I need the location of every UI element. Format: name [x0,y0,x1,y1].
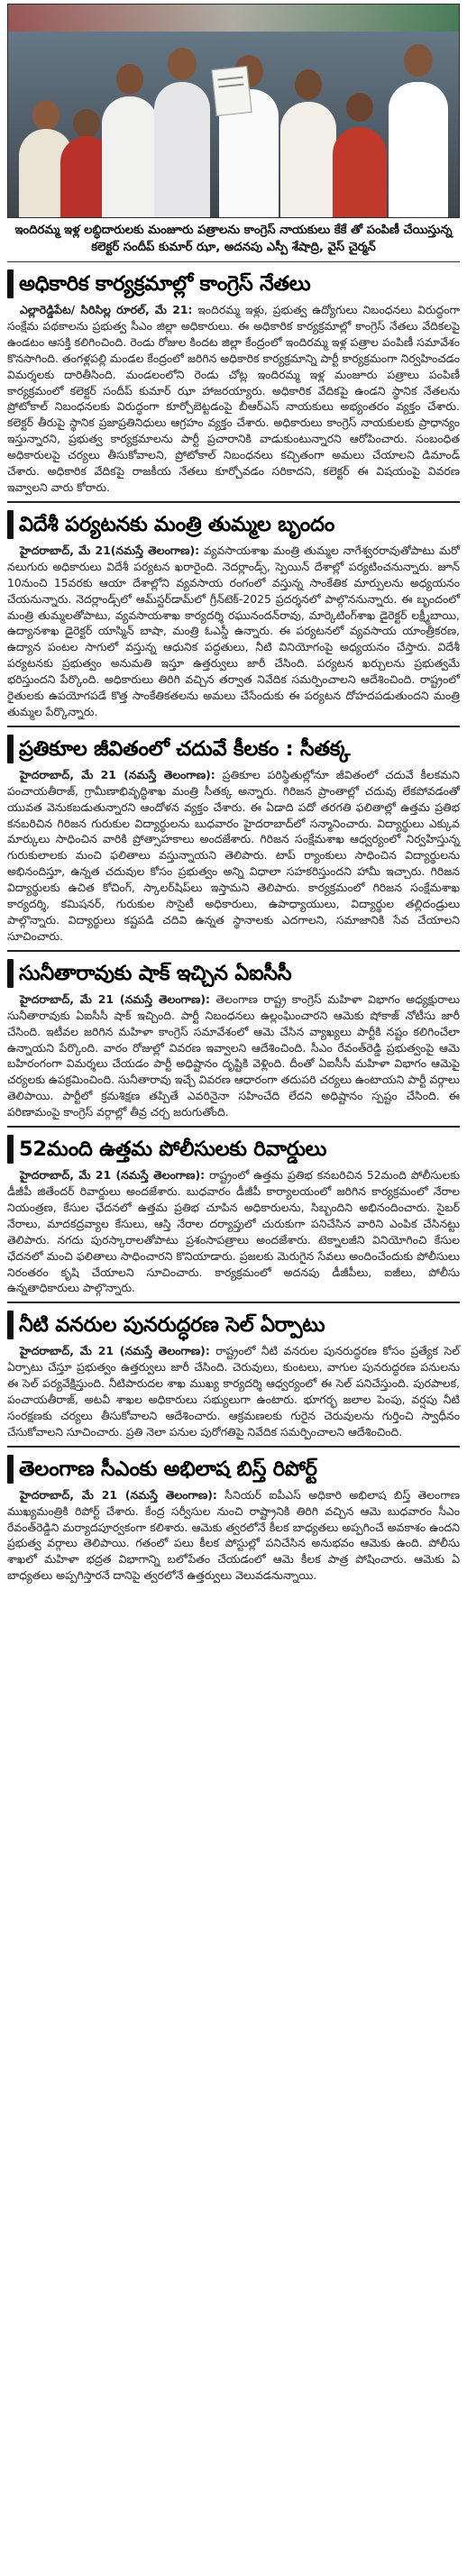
article [7,727,460,952]
headline-text: తెలంగాణ సీఎంకు అభిలాష బిస్త్ రిపోర్ట్ [19,1457,317,1481]
article-body [7,1487,460,1584]
photo-person [100,55,160,217]
article-dateline: హైదరాబాద్, మే 21 (నమస్తే తెలంగాణ): [20,1487,217,1502]
article-body [7,991,460,1120]
article-text: వ్యవసాయశాఖ మంత్రి తుమ్మల నాగేశ్వరరావుతోపాటు మరో నలుగురు అధికారులు విదేశీ పర్యటన ఖరారైంది. నెదర్లాండ్స్, స్పెయిన్ దేశాల్లో పర్యటించనున్నారు. జూన్ 10నుంచి 15వరకు ఆయా దేశాల్లోని వ్యవసాయ రంగంలో వస్తున్న సాంకేతిక మార్పులను అధ్యయనం చేయనున్నారు. నెదర్లాండ్స్‌లో ఆమ్‌స్టర్‌డామ్‌లో గ్రీన్‌టెక్-2025 ప్రదర్శనలో పాల్గొననున్నారు. ఈ బృందంలో మంత్రి తుమ్మలతోపాటు, వ్యవసాయశాఖ కార్యదర్శి రఘునందన్‌రావు, మార్కెటింగ్‌శాఖ డైరెక్టర్ లక్ష్మీబాయి, ఉద్యానశాఖ డైరెక్టర్ యాస్మిన్ బాషా, మంత్రి ఓఎస్డీ ఉన్నారు. ఈ పర్యటనలో వ్యవసాయ యాంత్రీకరణ, ఉద్యాన పంటల సాగులో వస్తున్న ఆధునిక పద్ధతులు, నీటి వినియోగంపై అధ్యయనం చేస్తారు. విదేశీ పర్యటనకు ప్రభుత్వం అనుమతి ఇస్తూ ఉత్తర్వులు జారీ చేసింది. పర్యటన ఖర్చులను ప్రభుత్వమే భరిస్తుందని పేర్కొంది. అధికారులు తిరిగి వచ్చిన తర్వాత నివేదిక సమర్పించాలని ఆదేశించింది. రాష్ట్రంలో రైతులకు ఉపయోగపడే కొత్త సాంకేతికతలను అమలు చేసేందుకు ఈ పర్యటన దోహదపడుతుందని మంత్రి తుమ్మల పేర్కొన్నారు. [7,543,461,718]
article [7,1128,460,1303]
article-dateline: ఎల్లారెడ్డిపేట/ సిరిసిల్ల రూరల్, మే 21: [20,303,193,316]
article-headline [7,735,460,763]
article [7,1448,460,1589]
article-headline [7,269,460,298]
article-headline [7,510,460,539]
photo-person [152,41,212,217]
article-text: సీనియర్ ఐపీఎస్ అధికారి అభిలాష బిస్త్ తెలంగాణ ముఖ్యమంత్రికి రిపోర్ట్ చేశారు. కేంద్ర సర్వీసుల నుంచి రాష్ట్రానికి తిరిగి వచ్చిన ఆమె బుధవారం సీఎం రేవంత్‌రెడ్డిని మర్యాదపూర్వకంగా కలిశారు. ఆమెకు త్వరలోనే కీలక బాధ్యతలు అప్పగించే అవకాశం ఉందని ప్రభుత్వ వర్గాలు తెలిపాయి. గతంలో పలు కీలక పోస్టుల్లో పనిచేసిన అనుభవం ఆమెకు ఉంది. పోలీసు శాఖలో మహిళా భద్రత విభాగాన్ని బలోపేతం చేయడంలో ఆమె కీలక పాత్ర పోషించారు. ఆమెకు ఏ బాధ్యతలు అప్పగిస్తారనే దానిపై త్వరలోనే ఉత్తర్వులు వెలువడనున్నాయి. [7,1487,460,1583]
article [7,952,460,1128]
article-headline [7,1135,460,1164]
article-headline [7,959,460,988]
headline-bar [7,1311,14,1339]
article [7,503,460,727]
article-text: రాష్ట్రంలో ఉత్తమ ప్రతిభ కనబరిచిన 52మంది పోలీసులకు డీజీపీ జితేందర్ రివార్డులు అందజేశారు. బుధవారం డీజీపీ కార్యాలయంలో జరిగిన కార్యక్రమంలో నేరాల నియంత్రణ, కేసుల ఛేదనలో ఉత్తమ ప్రతిభ చూపిన అధికారులను, సిబ్బందిని అభినందించారు. సైబర్ నేరాలు, మాదకద్రవ్యాల కేసులు, ఆస్తి నేరాల దర్యాప్తులో చురుకుగా పనిచేసిన వారిని ఎంపిక చేసినట్టు తెలిపారు. నగదు పురస్కారాలతోపాటు ప్రశంసాపత్రాలు అందజేశారు. టెక్నాలజీని వినియోగించి కేసుల ఛేదనలో మంచి ఫలితాలు సాధించారని కొనియాడారు. ప్రజలకు మెరుగైన సేవలు అందించేందుకు పోలీసులు నిరంతరం కృషి చేయాలని సూచించారు. కార్యక్రమంలో అదనపు డీజీపీలు, ఐజీలు, పోలీసు ఉన్నతాధికారులు పాల్గొన్నారు. [7,1168,460,1295]
photo-caption: ఇందిరమ్మ ఇళ్ల లబ్ధిదారులకు మంజూరు పత్రాలను కాంగ్రెస్ నాయకులు కేకే తో పంపిణీ చేయిస్తున్న కలెక్టర్ సందీప్ కుమార్ ఝా, అదనపు ఎస్పీ శేషాద్రి, వైస్ చైర్మన్ [7,218,460,262]
headline-bar [7,510,14,539]
article-dateline: హైదరాబాద్, మే 21 (నమస్తే తెలంగాణ): [20,991,210,1006]
article-text: ప్రతికూల పరిస్థితుల్లోనూ జీవితంలో చదువే కీలకమని పంచాయతీరాజ్, గ్రామీణాభివృద్ధిశాఖ మంత్రి సీతక్క అన్నారు. గిరిజన ప్రాంతాల్లో చదువు లేకపోవడంతో యువత వెనుకబడుతున్నారని ఆందోళన వ్యక్తం చేశారు. ఈ ఏడాది పదో తరగతి ఫలితాల్లో ఉత్తమ ప్రతిభ కనబరిచిన గిరిజన గురుకుల విద్యార్థులను బుధవారం హైదరాబాద్‌లో సన్మానించారు. విద్యార్థులు ఎక్కువ మార్కులు సాధించిన వారికి ప్రోత్సాహకాలు అందజేశారు. గిరిజన సంక్షేమశాఖ ఆధ్వర్యంలో నిర్వహిస్తున్న గురుకులాలకు మంచి ఫలితాలు వస్తున్నాయని తెలిపారు. టాప్ ర్యాంకులు సాధించిన విద్యార్థులను అభినందిస్తూ, ఉన్నత చదువుల కోసం ప్రభుత్వం అన్ని విధాలా సహకరిస్తుందని హామీ ఇచ్చారు. గిరిజన విద్యార్థులకు ఉచిత కోచింగ్, స్కాలర్‌షిప్‌లు ఇస్తామని తెలిపారు. కార్యక్రమంలో గిరిజన సంక్షేమశాఖ కార్యదర్శి, కమిషనర్, గురుకుల సొసైటీ అధికారులు, ఉపాధ్యాయులు, విద్యార్థుల తల్లిదండ్రులు పాల్గొన్నారు. విద్యార్థులు కష్టపడి చదివి ఉన్నత స్థానాలకు ఎదగాలని, సమాజానికి సేవ చేయాలని సూచించారు. [7,767,460,943]
photo-background-banner [8,5,459,32]
article-dateline: హైదరాబాద్, మే 21(నమస్తే తెలంగాణ): [20,543,200,557]
article-headline [7,1311,460,1339]
headline-bar [7,1455,14,1484]
headline-text: సునీతారావుకు షాక్ ఇచ్చిన ఏఐసీసీ [19,961,292,985]
article-dateline: హైదరాబాద్, మే 21 (నమస్తే తెలంగాణ): [20,1344,210,1358]
article-body [7,1167,460,1296]
headline-text: 52మంది ఉత్తమ పోలీసులకు రివార్డులు [19,1137,327,1162]
article-headline [7,1455,460,1484]
article [7,262,460,503]
article-dateline: హైదరాబాద్, మే 21 (నమస్తే తెలంగాణ): [20,1168,206,1183]
photo-person [279,59,338,217]
article-body [7,1343,460,1439]
news-photo [7,4,460,218]
article-body [7,543,460,720]
headline-bar [7,1135,14,1164]
headline-bar [7,735,14,763]
article-text: తెలంగాణ రాష్ట్ర కాంగ్రెస్ మహిళా విభాగం అధ్యక్షురాలు సునీతారావుకు ఏఐసీసీ షాక్ ఇచ్చింది. పార్టీ నిబంధనలు ఉల్లంఘించారని ఆమెకు షోకాజ్ నోటీసు జారీ చేసింది. ఇటీవల జరిగిన మహిళా కాంగ్రెస్ సమావేశంలో ఆమె చేసిన వ్యాఖ్యలు పార్టీకి నష్టం కలిగించేలా ఉన్నాయని పేర్కొంది. వారం రోజుల్లో వివరణ ఇవ్వాలని ఆదేశించింది. సీఎం రేవంత్‌రెడ్డి ప్రభుత్వంపై ఆమె బహిరంగంగా విమర్శలు చేయడం పార్టీ అధిష్టానం దృష్టికి వెళ్లింది. దీంతో ఏఐసీసీ మహిళా విభాగం ఆమెపై చర్యలకు ఉపక్రమించింది. సునీతారావు ఇచ్చే వివరణ ఆధారంగా తదుపరి చర్యలు ఉంటాయని పార్టీ వర్గాలు తెలిపాయి. పార్టీలో క్రమశిక్షణ తప్పితే ఎవరినైనా సహించేది లేదని అధిష్టానం స్పష్టం చేసింది. ఈ పరిణామంపై కాంగ్రెస్ వర్గాల్లో తీవ్ర చర్చ జరుగుతోంది. [7,991,460,1119]
article-text: ఇందిరమ్మ ఇళ్లు, ప్రభుత్వ ఉద్యోగులు నిబంధనలు విరుద్ధంగా సంక్షేమ పథకాలను ప్రభుత్వ సీఎం జిల్లా అధికారులు. ఈ అధికారిక కార్యక్రమాల్లో కాంగ్రెస్ నేతలు వేదికలపై ఉండటం ఆసక్తి కలిగించింది. రెండు రోజుల కిందట జిల్లా కేంద్రంలో ఇందిరమ్మ ఇళ్ల పత్రాల పంపిణీ సమావేశం కొనసాగింది. తంగళ్లపల్లి మండల కేంద్రంలో జరిగిన అధికారిక కార్యక్రమాన్ని పార్టీ కార్యక్రమంగా నిర్వహించడం విమర్శలకు దారితీసింది. మండలంలోని రెండు చోట్ల ఇందిరమ్మ ఇళ్ల మంజూరు పత్రాలు పంపిణీ కార్యక్రమంలో కలెక్టర్ సందీప్ కుమార్ ఝా హాజరయ్యారు. అధికారిక వేదికపై ఉండని స్థానిక నేతలను ప్రోటోకాల్ నిబంధనలకు విరుద్ధంగా కూర్చోబెట్టడంపై బీఆర్ఎస్ నాయకులు అభ్యంతరం వ్యక్తం చేశారు. కలెక్టర్ తీరుపై స్థానిక ప్రజాప్రతినిధులు ఆగ్రహం వ్యక్తం చేశారు. అధికారులు కాంగ్రెస్ నాయకులకు ప్రాధాన్యం ఇస్తున్నారని, ప్రభుత్వ కార్యక్రమాలను పార్టీ ప్రచారానికి వాడుకుంటున్నారని ఆరోపించారు. సంబంధిత అధికారులపై చర్యలు తీసుకోవాలని, ప్రోటోకాల్ నిబంధనలు కచ్చితంగా అమలు చేయాలని డిమాండ్ చేశారు. అధికారిక వేదికపై రాజకీయ నేతలు కూర్చోవడం సరికాదని, కలెక్టర్ ఈ విషయంపై వివరణ ఇవ్వాలని వారు కోరారు. [7,303,460,494]
headline-text: నీటి వనరుల పునరుద్ధరణ సెల్ ఏర్పాటు [19,1313,325,1338]
headline-bar [7,269,14,298]
headline-bar [7,959,14,988]
headline-text: విదేశీ పర్యటనకు మంత్రి తుమ్మల బృందం [19,512,335,536]
headline-text: ప్రతికూల జీవితంలో చదువే కీలకం : సీతక్క [19,736,351,761]
certificate-document [211,66,252,116]
photo-person [387,37,450,217]
article-text: రాష్ట్రంలో నీటి వనరుల పునరుద్ధరణ కోసం ప్రత్యేక సెల్ ఏర్పాటు చేస్తూ ప్రభుత్వం ఉత్తర్వులు జారీ చేసింది. చెరువులు, కుంటలు, వాగుల పునరుద్ధరణ పనులను ఈ సెల్ పర్యవేక్షిస్తుంది. నీటిపారుదల శాఖ ముఖ్య కార్యదర్శి ఆధ్వర్యంలో ఈ సెల్ పనిచేస్తుంది. పురపాలక, పంచాయతీరాజ్, అటవీ శాఖల అధికారులు సభ్యులుగా ఉంటారు. భూగర్భ జలాల పెంపు, వర్షపు నీటి సంరక్షణకు చర్యలు తీసుకోవాలని ఆదేశించారు. ఆక్రమణలకు గురైన చెరువులను గుర్తించి స్వాధీనం చేసుకోవాలని సూచించారు. ప్రతి నెలా పనుల పురోగతిపై నివేదిక సమర్పించాలని ఆదేశించింది. [7,1344,460,1439]
article-dateline: హైదరాబాద్, మే 21 (నమస్తే తెలంగాణ): [20,767,215,781]
photo-person [331,82,389,217]
article-body [7,767,460,945]
article [7,1303,460,1447]
article-body [7,302,460,496]
headline-text: అధికారిక కార్యక్రమాల్లో కాంగ్రెస్ నేతలు [19,272,311,296]
